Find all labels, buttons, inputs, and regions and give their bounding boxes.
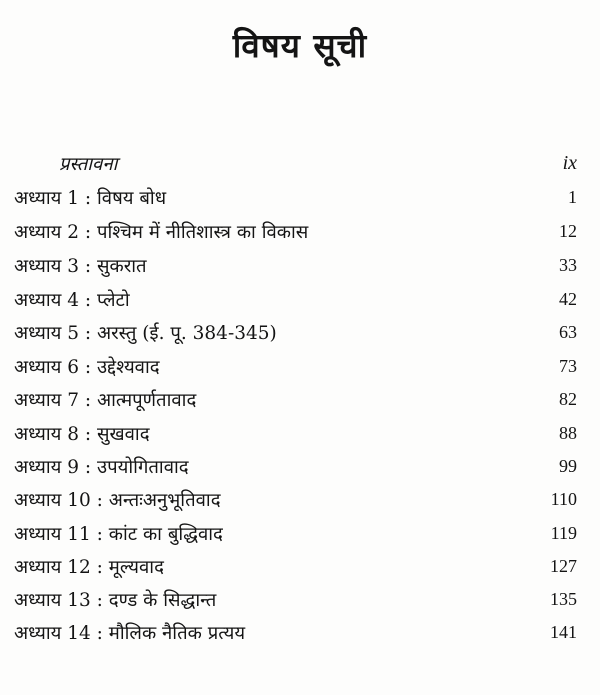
toc-entry-title: अध्याय 8 : सुखवाद (14, 423, 150, 445)
toc-entry-preface (14, 148, 577, 178)
toc-entry-chapter-8 (14, 418, 577, 448)
toc-entry-chapter-4 (14, 284, 577, 314)
toc-entry-title: अध्याय 6 : उद्देश्यवाद (14, 356, 160, 378)
toc-entry-title: अध्याय 2 : पश्चिम में नीतिशास्त्र का विकास (14, 221, 309, 243)
toc-entry-chapter-5 (14, 317, 577, 347)
toc-entry-title: अध्याय 14 : मौलिक नैतिक प्रत्यय (14, 622, 246, 644)
toc-entry-title: अध्याय 9 : उपयोगितावाद (14, 456, 189, 478)
toc-entry-title: अध्याय 7 : आत्मपूर्णतावाद (14, 389, 197, 411)
toc-entry-page: 141 (550, 621, 577, 642)
toc-entry-page: 82 (559, 388, 577, 409)
toc-entry-page: 12 (559, 220, 577, 241)
toc-entry-chapter-2 (14, 216, 577, 246)
toc-entry-chapter-1 (14, 182, 577, 212)
toc-entry-chapter-6 (14, 351, 577, 381)
toc-entry-page: 110 (550, 488, 577, 509)
toc-entry-page: ix (562, 151, 577, 174)
toc-entry-page: 88 (559, 422, 577, 443)
toc-entry-page: 73 (559, 355, 577, 376)
toc-entry-chapter-7 (14, 384, 577, 414)
toc-entry-title: अध्याय 13 : दण्ड के सिद्धान्त (14, 589, 217, 611)
toc-entry-chapter-13 (14, 584, 577, 614)
toc-entry-chapter-12 (14, 551, 577, 581)
toc-entry-title: अध्याय 12 : मूल्यवाद (14, 556, 164, 578)
toc-entry-page: 127 (550, 555, 577, 576)
toc-entry-title: अध्याय 10 : अन्तःअनुभूतिवाद (14, 489, 221, 511)
toc-entry-title: अध्याय 4 : प्लेटो (14, 289, 130, 311)
toc-entry-chapter-11 (14, 518, 577, 548)
toc-entry-page: 1 (568, 186, 577, 207)
toc-entry-page: 99 (559, 455, 577, 476)
toc-entry-chapter-10 (14, 484, 577, 514)
toc-entry-title: अध्याय 11 : कांट का बुद्धिवाद (14, 523, 223, 545)
toc-entry-title: अध्याय 5 : अरस्तु (ई. पू. 384-345) (14, 322, 277, 344)
toc-entry-chapter-3 (14, 250, 577, 280)
toc-entry-title: अध्याय 3 : सुकरात (14, 255, 147, 277)
toc-entry-page: 135 (550, 588, 577, 609)
toc-entry-chapter-14 (14, 617, 577, 647)
toc-entry-page: 63 (559, 321, 577, 342)
toc-entry-chapter-9 (14, 451, 577, 481)
toc-entry-page: 42 (559, 288, 577, 309)
toc-entry-page: 119 (550, 522, 577, 543)
toc-entry-title: अध्याय 1 : विषय बोध (14, 187, 167, 209)
toc-entry-page: 33 (559, 254, 577, 275)
toc-entry-title: प्रस्तावना (59, 153, 118, 175)
page-title: विषय सूची (232, 26, 368, 65)
